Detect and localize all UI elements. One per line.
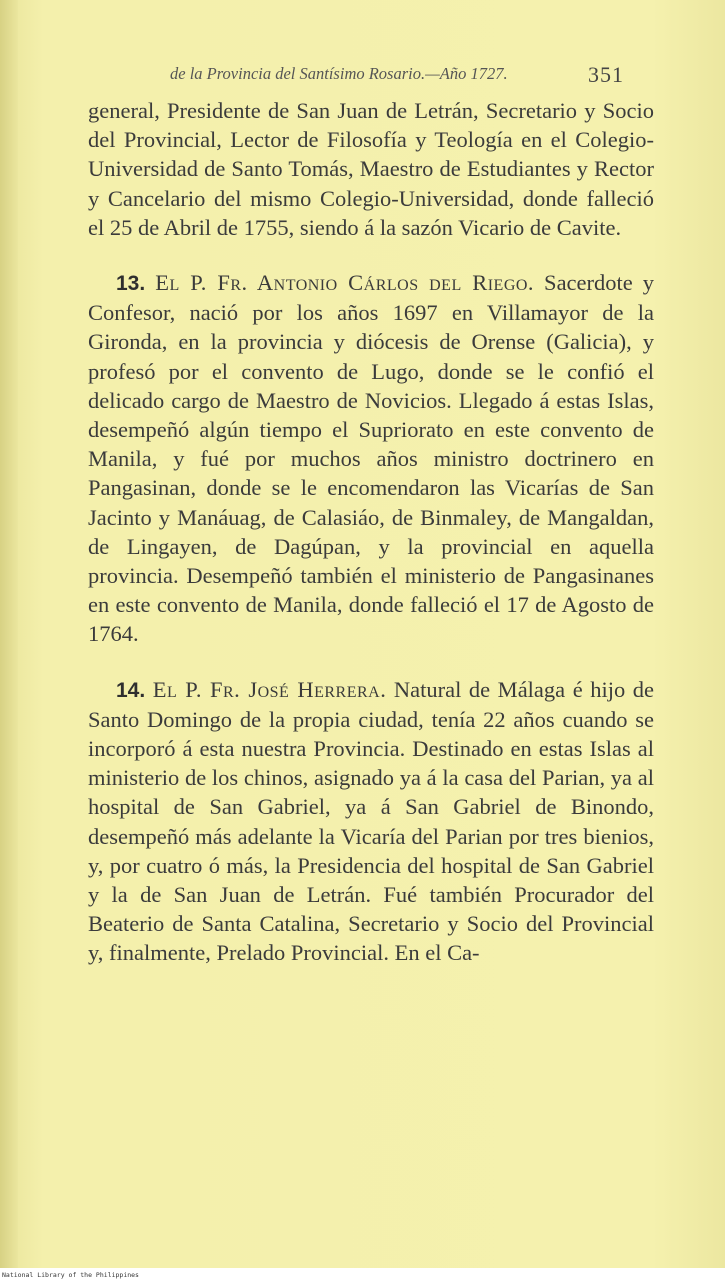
entry-number: 13. [116, 272, 146, 296]
entry-number: 14. [116, 678, 146, 702]
library-credit: National Library of the Philippines [2, 1271, 139, 1279]
entry-text: Natural de Málaga é hijo de Santo Domingo de la propia ciudad, tenía 22 años cuando se incorporó á esta nuestra Provincia. Destinado en estas Islas al ministerio de los chinos, asignado ya á la casa del Parian, ya al hospital de San Gabriel, ya á San Gabriel de Binondo, desempeñó más adelante la Vicaría del Parian por tres bienios, y, por cuatro ó más, la Presidencia del hospital de San Gabriel y la de San Juan de Letrán. Fué también Procurador del Beaterio de Santa Catalina, Secretario y Socio del Provincial y, finalmente, Prelado Provincial. En el Ca- [88, 676, 654, 966]
entry-13 [88, 268, 654, 649]
entry-name: El P. Fr. Antonio Cárlos del Riego. [155, 270, 535, 296]
running-title: de la Provincia del Santísimo Rosario.—Año 1727. [170, 64, 508, 83]
page-binding-edge [0, 0, 18, 1268]
entry-14 [88, 675, 654, 968]
entry-text: Sacerdote y Confesor, nació por los años 1697 en Villamayor de la Gironda, en la provincia y diócesis de Orense (Galicia), y profesó por el convento de Lugo, donde se le confió el delicado cargo de Maestro de Novicios. Llegado á estas Islas, desempeñó algún tiempo el Supriorato en este convento de Manila, y fué por muchos años ministro doctrinero en Pangasinan, donde se le encomendaron las Vicarías de San Jacinto y Manáuag, de Calasiáo, de Binmaley, de Mangaldan, de Lingayen, de Dagúpan, y la provincial en aquella provincia. Desempeñó también el ministerio de Pangasinanes en este convento de Manila, donde falleció el 17 de Agosto de 1764. [88, 270, 654, 647]
page-number: 351 [588, 62, 624, 87]
continuation-paragraph: general, Presidente de San Juan de Letrán, Secretario y Socio del Provincial, Lector de Filosofía y Teología en el Colegio-Universidad de Santo Tomás, Maestro de Estudiantes y Rector y Cancelario del mismo Colegio-Universidad, donde falleció el 25 de Abril de 1755, siendo á la sazón Vicario de Cavite. [88, 98, 654, 240]
entry-name: El P. Fr. José Herrera. [152, 676, 387, 702]
body-text [88, 96, 654, 968]
